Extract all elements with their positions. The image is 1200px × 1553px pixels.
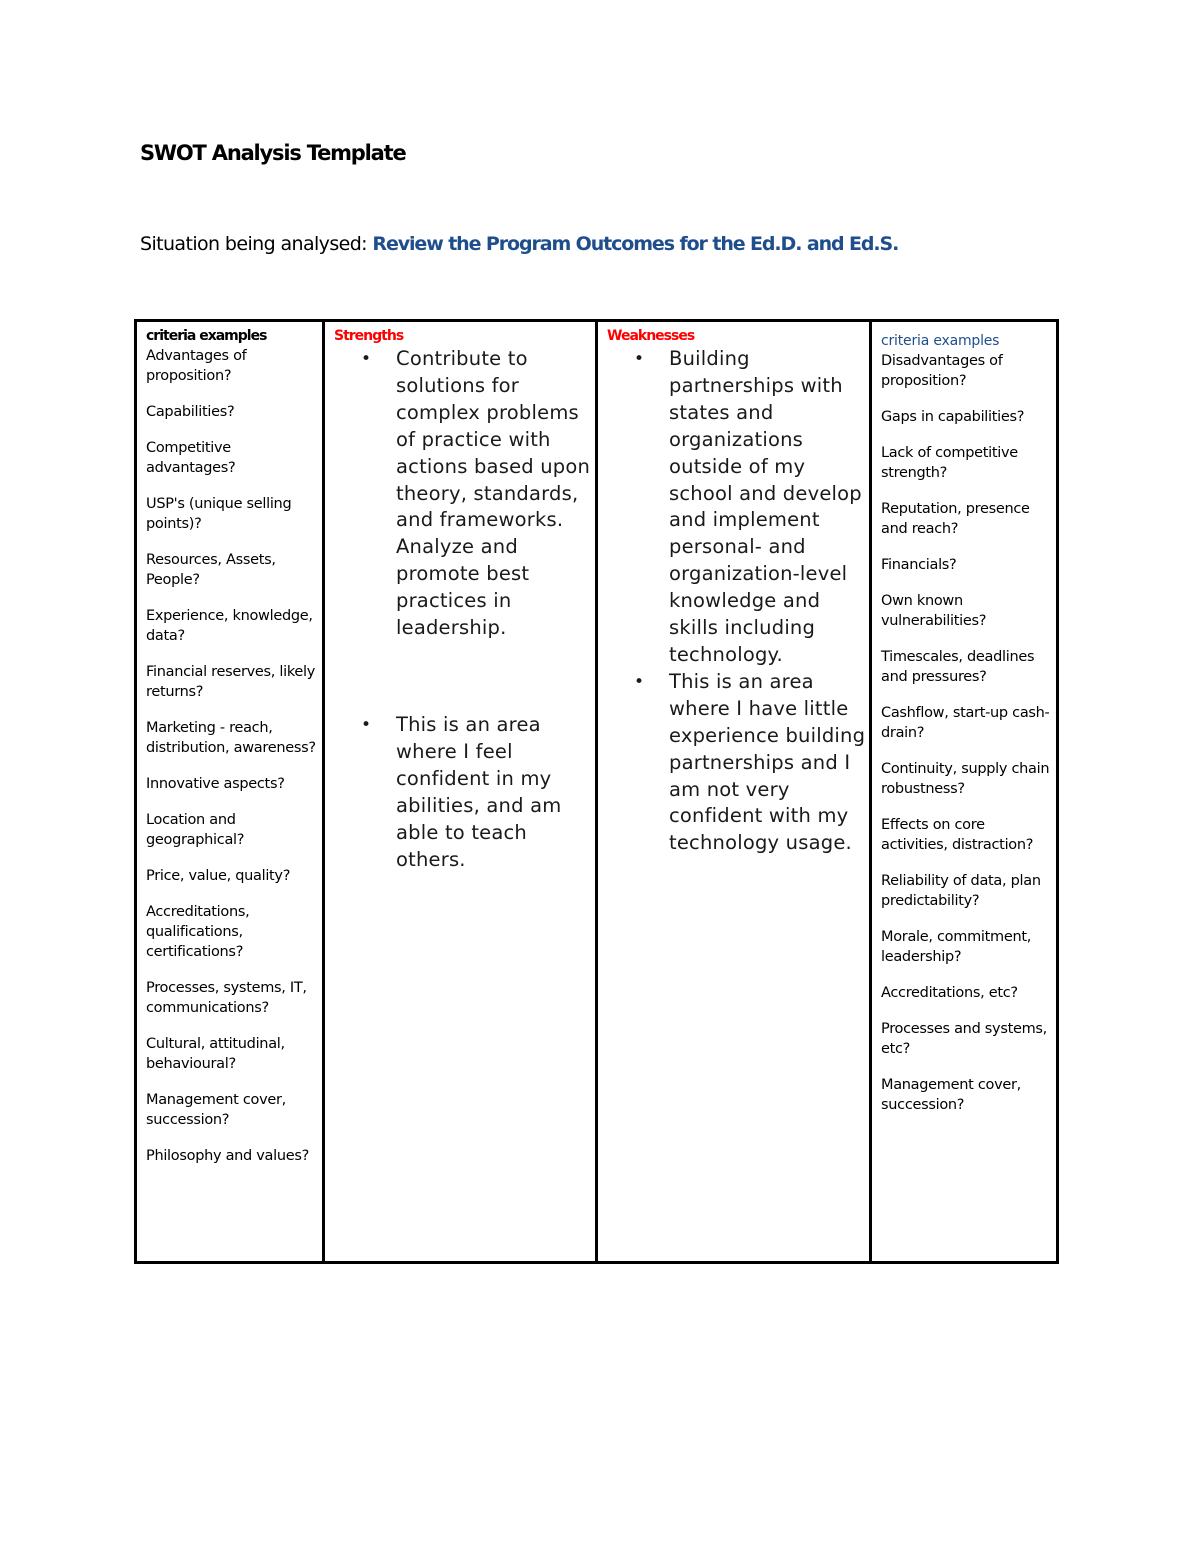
- strength-text: Contribute to solutions for complex problems of practice with actions based upon theory, standards, and frameworks. Analyze and promote best practices in leadership.: [396, 347, 591, 640]
- bullet-icon: •: [634, 349, 645, 369]
- list-item: Cashflow, start-up cash-drain?: [881, 705, 1050, 741]
- criteria-left-cell: [136, 321, 324, 1263]
- list-item: Price, value, quality?: [146, 868, 291, 884]
- list-item: Location and geographical?: [146, 812, 245, 848]
- weakness-text: This is an area where I have little experience building partnerships and I am not very confident with my technology usage.: [669, 669, 866, 855]
- swot-table-wrapper: [134, 319, 1059, 1264]
- list-item: Financial reserves, likely returns?: [146, 664, 316, 700]
- weaknesses-header: Weaknesses: [607, 328, 695, 344]
- list-item: Experience, knowledge, data?: [146, 608, 313, 644]
- list-item: Accreditations, etc?: [881, 985, 1018, 1001]
- list-item: Processes, systems, IT, communications?: [146, 980, 307, 1016]
- list-item: USP's (unique selling points)?: [146, 496, 292, 532]
- list-item: Philosophy and values?: [146, 1148, 310, 1164]
- swot-table-row: [136, 321, 1058, 1263]
- bullet-icon: •: [634, 671, 645, 692]
- list-item: Management cover, succession?: [146, 1092, 286, 1128]
- list-item: Marketing - reach, distribution, awareness?: [146, 720, 316, 756]
- list-item: Advantages of proposition?: [146, 348, 247, 384]
- list-item: Capabilities?: [146, 404, 235, 420]
- list-item: Resources, Assets, People?: [146, 552, 276, 588]
- list-item: Processes and systems, etc?: [881, 1021, 1047, 1057]
- criteria-right-header: criteria examples: [881, 333, 1000, 349]
- list-item: Management cover, succession?: [881, 1077, 1021, 1113]
- list-item: [325, 346, 593, 642]
- criteria-left-list: [146, 346, 316, 1166]
- list-item: [598, 346, 867, 669]
- situation-label: Situation being analysed:: [140, 233, 373, 255]
- strength-text: This is an area where I feel confident in my abilities, and am able to teach others.: [396, 712, 562, 871]
- criteria-right-list: [881, 351, 1050, 1115]
- list-item: Timescales, deadlines and pressures?: [881, 649, 1035, 685]
- strengths-header: Strengths: [334, 328, 404, 344]
- list-item: Gaps in capabilities?: [881, 409, 1025, 425]
- criteria-right-cell: [871, 321, 1058, 1263]
- list-item: Effects on core activities, distraction?: [881, 817, 1034, 853]
- list-item: Innovative aspects?: [146, 776, 285, 792]
- list-item: Reliability of data, plan predictability?: [881, 873, 1041, 909]
- strengths-list: [325, 346, 593, 873]
- weakness-text: Building partnerships with states and organizations outside of my school and develop and implement personal- and organization-level knowledge and skills including technology.: [669, 347, 862, 666]
- list-item: Lack of competitive strength?: [881, 445, 1018, 481]
- list-item: Own known vulnerabilities?: [881, 593, 987, 629]
- list-item: Continuity, supply chain robustness?: [881, 761, 1050, 797]
- weaknesses-cell: [597, 321, 871, 1263]
- page-title: SWOT Analysis Template: [140, 141, 406, 165]
- situation-value: Review the Program Outcomes for the Ed.D. and Ed.S.: [372, 233, 899, 255]
- list-item: Financials?: [881, 557, 957, 573]
- list-item: Reputation, presence and reach?: [881, 501, 1030, 537]
- list-item: Competitive advantages?: [146, 440, 236, 476]
- criteria-left-header: criteria examples: [146, 328, 267, 344]
- list-item: Disadvantages of proposition?: [881, 353, 1003, 389]
- weaknesses-list: [598, 346, 867, 857]
- list-item: [325, 712, 593, 873]
- bullet-icon: •: [361, 714, 372, 735]
- list-item: [598, 669, 867, 857]
- list-item: Cultural, attitudinal, behavioural?: [146, 1036, 285, 1072]
- situation-line: [140, 233, 898, 255]
- list-item: Accreditations, qualifications, certifications?: [146, 904, 250, 960]
- list-item: Morale, commitment, leadership?: [881, 929, 1032, 965]
- swot-table: [134, 319, 1059, 1264]
- strengths-cell: [324, 321, 597, 1263]
- bullet-icon: •: [361, 349, 372, 369]
